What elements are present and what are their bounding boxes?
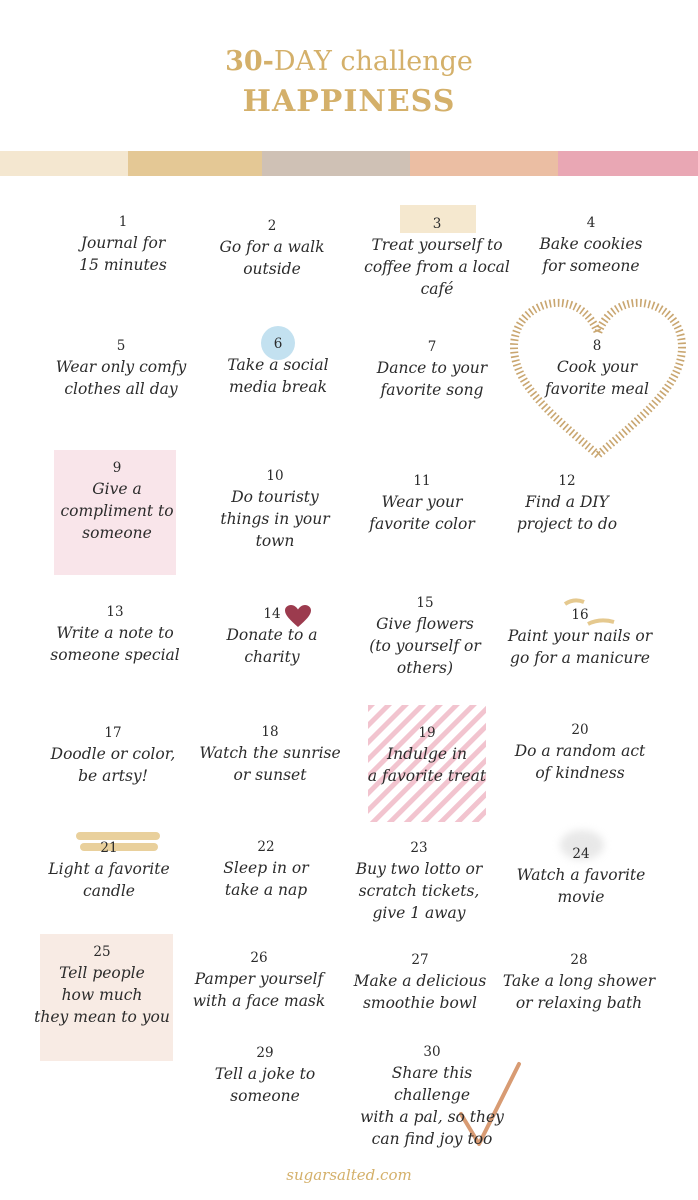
day-line-1: Tell people xyxy=(59,964,145,982)
day-line-2: 15 minutes xyxy=(79,256,167,274)
day-line-2: of kindness xyxy=(535,764,625,782)
day-number: 14 xyxy=(263,606,281,622)
day-number: 8 xyxy=(592,338,602,354)
day-13 xyxy=(40,602,190,666)
title-day: DAY xyxy=(273,46,332,77)
day-number: 12 xyxy=(558,473,576,489)
title-number: 30- xyxy=(225,46,274,77)
day-line-2: outside xyxy=(243,260,301,278)
day-line-2: (to yourself or xyxy=(369,637,481,655)
day-number: 11 xyxy=(413,473,431,489)
day-7 xyxy=(357,337,507,401)
stripe-segment-3 xyxy=(262,151,410,176)
day-number: 6 xyxy=(273,336,283,352)
day-number: 24 xyxy=(572,846,590,862)
day-21 xyxy=(34,838,184,902)
day-line-2: favorite color xyxy=(369,515,475,533)
day-line-2: candle xyxy=(83,882,135,900)
day-line-2: be artsy! xyxy=(78,767,148,785)
day-line-1: Take a social xyxy=(227,356,329,374)
day-line-2: charity xyxy=(244,648,300,666)
day-line-2: things in your xyxy=(220,510,330,528)
day-line-2: favorite song xyxy=(380,381,484,399)
day-line-2: with a pal, so they xyxy=(360,1108,504,1126)
day-22 xyxy=(191,837,341,901)
day-line-2: how much xyxy=(61,986,143,1004)
challenge-title xyxy=(0,46,698,78)
day-line-3: others) xyxy=(396,659,454,677)
day-line-1: Paint your nails or xyxy=(507,627,653,645)
day-29 xyxy=(190,1043,340,1107)
day-line-3: town xyxy=(255,532,295,550)
day-line-2: media break xyxy=(228,378,328,396)
day-line-1: Go for a walk xyxy=(219,238,325,256)
day-number: 16 xyxy=(571,607,589,623)
day-line-2: someone special xyxy=(50,646,180,664)
day-23 xyxy=(344,838,494,924)
day-line-1: Find a DIY xyxy=(525,493,609,511)
day-28 xyxy=(500,950,658,1014)
day-line-3: café xyxy=(420,280,454,298)
day-line-1: Indulge in xyxy=(387,745,467,763)
day-line-1: Treat yourself to xyxy=(371,236,503,254)
day-line-1: Dance to your xyxy=(376,359,488,377)
day-number: 15 xyxy=(416,595,434,611)
day-line-1: Light a favorite xyxy=(48,860,170,878)
day-line-1: Wear only comfy xyxy=(55,358,187,376)
day-18 xyxy=(195,722,345,786)
day-line-1: Donate to a xyxy=(226,626,318,644)
day-line-2: project to do xyxy=(516,515,618,533)
day-16 xyxy=(502,605,658,669)
day-line-1: Write a note to xyxy=(56,624,174,642)
day-line-3: give 1 away xyxy=(372,904,466,922)
day-number: 26 xyxy=(250,950,268,966)
day-line-2: with a face mask xyxy=(192,992,326,1010)
day-20 xyxy=(505,720,655,784)
day-15 xyxy=(350,593,500,679)
day-line-1: Wear your xyxy=(381,493,463,511)
day-line-3: they mean to you xyxy=(34,1008,170,1026)
day-line-1: Bake cookies xyxy=(539,235,643,253)
day-number: 29 xyxy=(256,1045,274,1061)
day-number: 2 xyxy=(267,218,277,234)
day-line-1: Tell a joke to xyxy=(214,1065,316,1083)
day-line-2: a favorite treat xyxy=(367,767,487,785)
day-line-1: Journal for xyxy=(80,234,166,252)
day-line-2: compliment to xyxy=(60,502,174,520)
day-24 xyxy=(506,844,656,908)
day-26 xyxy=(184,948,334,1012)
day-number: 3 xyxy=(432,216,442,232)
day-1 xyxy=(48,212,198,276)
day-line-2: someone xyxy=(230,1087,300,1105)
day-line-2: take a nap xyxy=(224,881,308,899)
footer-website: sugarsalted.com xyxy=(286,1166,412,1184)
day-number: 4 xyxy=(586,215,596,231)
day-6 xyxy=(203,334,353,398)
day-line-2: or sunset xyxy=(233,766,307,784)
day-line-3: someone xyxy=(82,524,152,542)
day-3 xyxy=(362,214,512,300)
day-line-1: Do a random act xyxy=(514,742,646,760)
day-line-2: for someone xyxy=(542,257,640,275)
day-30 xyxy=(352,1042,512,1150)
day-line-2: coffee from a local xyxy=(364,258,510,276)
day-8 xyxy=(522,336,672,400)
day-5 xyxy=(46,336,196,400)
day-line-1: Do touristy xyxy=(231,488,319,506)
day-line-1: Make a delicious xyxy=(353,972,487,990)
day-25 xyxy=(27,942,177,1028)
day-line-1: Watch the sunrise xyxy=(199,744,341,762)
day-number: 10 xyxy=(266,468,284,484)
day-line-2: scratch tickets, xyxy=(358,882,480,900)
day-line-1: Doodle or color, xyxy=(50,745,176,763)
stripe-segment-1 xyxy=(0,151,128,176)
day-number: 28 xyxy=(570,952,588,968)
day-line-1: Pamper yourself xyxy=(194,970,324,988)
day-17 xyxy=(38,723,188,787)
day-line-2: smoothie bowl xyxy=(362,994,478,1012)
day-19 xyxy=(352,723,502,787)
day-line-1: Take a long shower xyxy=(502,972,656,990)
day-line-1: Cook your xyxy=(556,358,638,376)
title-word: challenge xyxy=(331,46,473,77)
day-number: 18 xyxy=(261,724,279,740)
day-number: 5 xyxy=(116,338,126,354)
day-4 xyxy=(516,213,666,277)
day-line-1: Buy two lotto or xyxy=(355,860,483,878)
day-line-2: favorite meal xyxy=(545,380,649,398)
day-2 xyxy=(197,216,347,280)
day-9 xyxy=(42,458,192,544)
day-line-2: or relaxing bath xyxy=(515,994,643,1012)
stripe-segment-5 xyxy=(558,151,698,176)
day-line-2: clothes all day xyxy=(64,380,178,398)
day-number: 13 xyxy=(106,604,124,620)
day-line-1: Give flowers xyxy=(376,615,474,633)
stripe-segment-4 xyxy=(410,151,558,176)
day-number: 20 xyxy=(571,722,589,738)
day-12 xyxy=(492,471,642,535)
day-number: 23 xyxy=(410,840,428,856)
day-line-1: Share this challenge xyxy=(391,1064,473,1104)
day-line-1: Watch a favorite xyxy=(516,866,646,884)
day-number: 30 xyxy=(423,1044,441,1060)
day-line-2: movie xyxy=(557,888,605,906)
day-line-3: can find joy too xyxy=(371,1130,493,1148)
day-number: 7 xyxy=(427,339,437,355)
day-number: 9 xyxy=(112,460,122,476)
day-number: 25 xyxy=(93,944,111,960)
day-line-1: Sleep in or xyxy=(223,859,309,877)
stripe-segment-2 xyxy=(128,151,262,176)
day-number: 19 xyxy=(418,725,436,741)
day-10 xyxy=(200,466,350,552)
day-number: 17 xyxy=(104,725,122,741)
day-number: 22 xyxy=(257,839,275,855)
day-number: 21 xyxy=(100,840,118,856)
day-27 xyxy=(345,950,495,1014)
day-line-2: go for a manicure xyxy=(510,649,650,667)
challenge-subtitle: HAPPINESS xyxy=(242,84,456,119)
day-number: 27 xyxy=(411,952,429,968)
day-11 xyxy=(347,471,497,535)
day-14 xyxy=(197,604,347,668)
day-number: 1 xyxy=(118,214,128,230)
day-line-1: Give a xyxy=(92,480,142,498)
